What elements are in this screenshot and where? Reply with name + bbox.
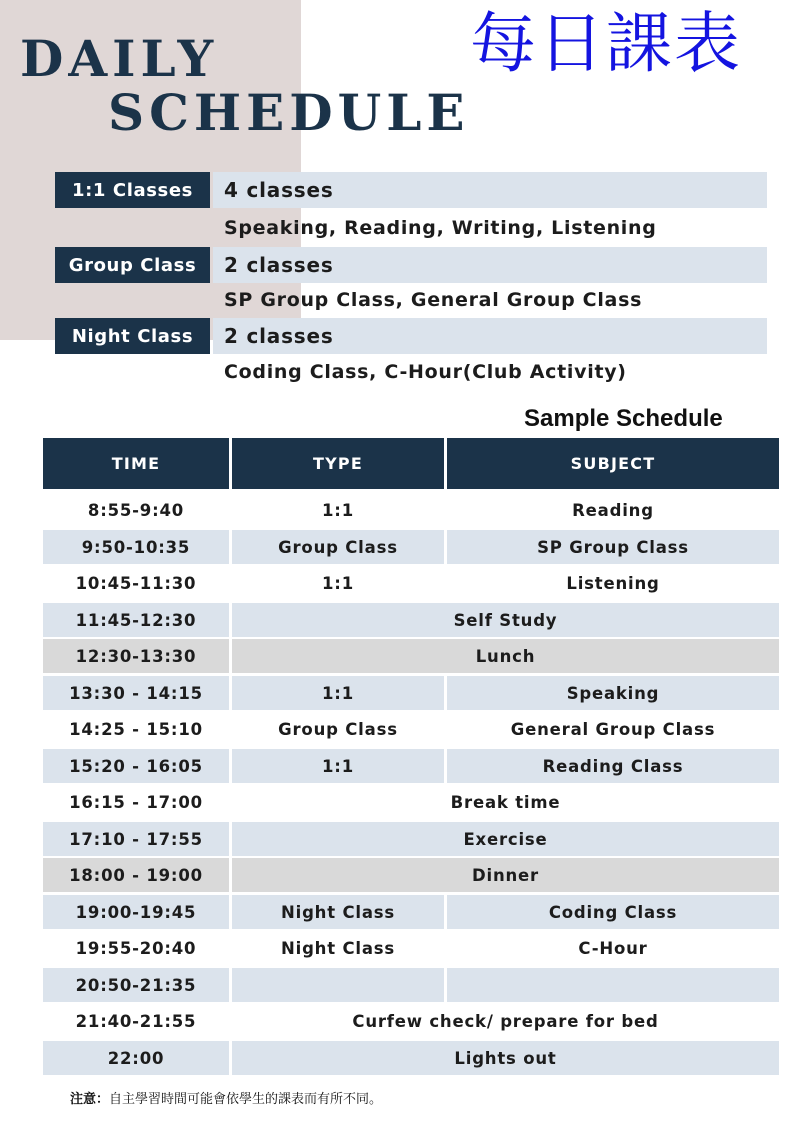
merged-cell: Exercise xyxy=(232,822,779,856)
merged-cell: Lunch xyxy=(232,639,779,673)
footnote-text: 自主學習時間可能會依學生的課表而有所不同。 xyxy=(109,1092,383,1107)
merged-cell: Break time xyxy=(232,785,779,819)
time-cell: 8:55-9:40 xyxy=(43,493,229,527)
footnote xyxy=(70,1088,382,1107)
page-title-chinese: 每日課表 xyxy=(470,5,742,82)
summary-detail: Speaking, Reading, Writing, Listening xyxy=(224,217,657,239)
subject-cell: Speaking xyxy=(447,676,779,710)
time-cell: 18:00 - 19:00 xyxy=(43,858,229,892)
time-cell: 12:30-13:30 xyxy=(43,639,229,673)
summary-row-group-class xyxy=(55,247,767,283)
subject-cell xyxy=(447,968,779,1002)
summary-label: Group Class xyxy=(55,247,210,283)
footnote-label: 注意： xyxy=(70,1092,110,1107)
type-cell: Group Class xyxy=(232,712,444,746)
merged-cell: Dinner xyxy=(232,858,779,892)
time-cell: 17:10 - 17:55 xyxy=(43,822,229,856)
table-row xyxy=(43,1004,779,1038)
time-cell: 15:20 - 16:05 xyxy=(43,749,229,783)
summary-label: 1:1 Classes xyxy=(55,172,210,208)
summary-row-night-class xyxy=(55,318,767,354)
subject-cell: Listening xyxy=(447,566,779,600)
type-cell: 1:1 xyxy=(232,749,444,783)
table-row xyxy=(43,566,779,600)
time-cell: 22:00 xyxy=(43,1041,229,1075)
table-row xyxy=(43,530,779,564)
table-row xyxy=(43,712,779,746)
summary-row-one-on-one xyxy=(55,172,767,208)
table-row xyxy=(43,931,779,965)
time-cell: 20:50-21:35 xyxy=(43,968,229,1002)
subject-cell: C-Hour xyxy=(447,931,779,965)
time-cell: 19:55-20:40 xyxy=(43,931,229,965)
merged-cell: Self Study xyxy=(232,603,779,637)
table-row xyxy=(43,822,779,856)
subject-cell: Coding Class xyxy=(447,895,779,929)
time-cell: 16:15 - 17:00 xyxy=(43,785,229,819)
table-row xyxy=(43,968,779,1002)
time-cell: 10:45-11:30 xyxy=(43,566,229,600)
schedule-table-header xyxy=(43,438,779,489)
header-subject: SUBJECT xyxy=(447,438,779,489)
time-cell: 19:00-19:45 xyxy=(43,895,229,929)
time-cell: 11:45-12:30 xyxy=(43,603,229,637)
header-type: TYPE xyxy=(232,438,444,489)
subject-cell: General Group Class xyxy=(447,712,779,746)
page-title-line-1: DAILY xyxy=(20,29,219,88)
page-title-line-2: SCHEDULE xyxy=(108,83,470,142)
table-row xyxy=(43,785,779,819)
type-cell: Group Class xyxy=(232,530,444,564)
time-cell: 9:50-10:35 xyxy=(43,530,229,564)
table-row xyxy=(43,1041,779,1075)
summary-count: 2 classes xyxy=(213,318,767,354)
subject-cell: Reading xyxy=(447,493,779,527)
header-time: TIME xyxy=(43,438,229,489)
merged-cell: Curfew check/ prepare for bed xyxy=(232,1004,779,1038)
type-cell xyxy=(232,968,444,1002)
type-cell: 1:1 xyxy=(232,493,444,527)
table-row xyxy=(43,603,779,637)
type-cell: Night Class xyxy=(232,931,444,965)
subject-cell: SP Group Class xyxy=(447,530,779,564)
type-cell: Night Class xyxy=(232,895,444,929)
table-row xyxy=(43,749,779,783)
table-row xyxy=(43,676,779,710)
schedule-title: Sample Schedule xyxy=(524,405,723,432)
table-row xyxy=(43,639,779,673)
table-row xyxy=(43,858,779,892)
type-cell: 1:1 xyxy=(232,566,444,600)
time-cell: 14:25 - 15:10 xyxy=(43,712,229,746)
table-row xyxy=(43,493,779,527)
summary-label: Night Class xyxy=(55,318,210,354)
time-cell: 21:40-21:55 xyxy=(43,1004,229,1038)
summary-detail: Coding Class, C-Hour(Club Activity) xyxy=(224,361,627,383)
merged-cell: Lights out xyxy=(232,1041,779,1075)
summary-count: 2 classes xyxy=(213,247,767,283)
type-cell: 1:1 xyxy=(232,676,444,710)
subject-cell: Reading Class xyxy=(447,749,779,783)
time-cell: 13:30 - 14:15 xyxy=(43,676,229,710)
table-row xyxy=(43,895,779,929)
summary-count: 4 classes xyxy=(213,172,767,208)
summary-detail: SP Group Class, General Group Class xyxy=(224,289,643,311)
